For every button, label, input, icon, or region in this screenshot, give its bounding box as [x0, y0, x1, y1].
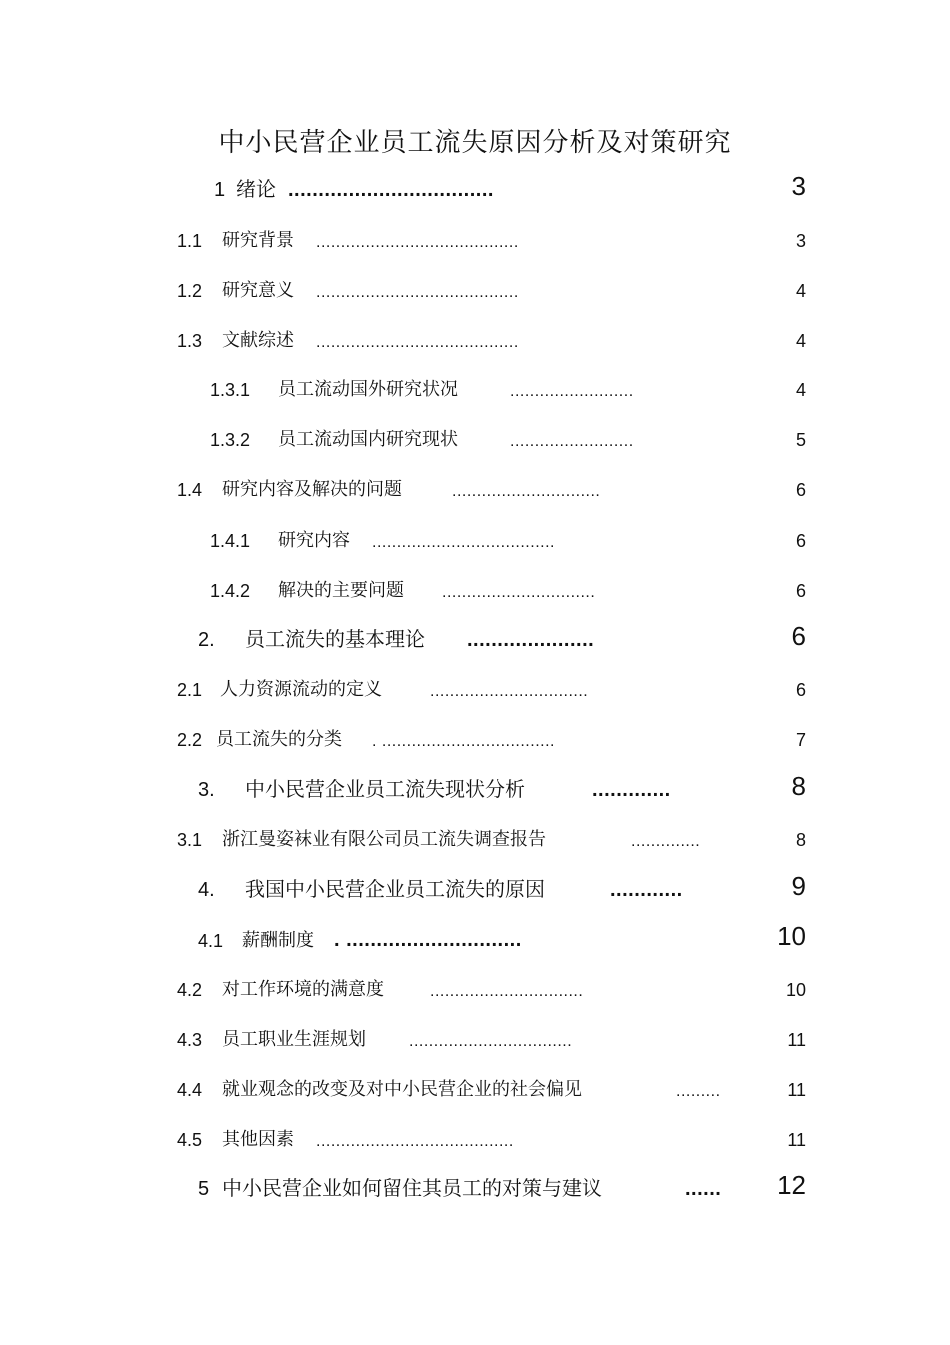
- toc-entry[interactable]: [0, 526, 950, 556]
- toc-entry[interactable]: [0, 276, 950, 306]
- toc-number: 1.4.1: [210, 531, 251, 551]
- toc-number: 2.: [198, 629, 215, 651]
- toc-leader-dots: .........................................: [316, 284, 519, 301]
- toc-leader-dots: .....................................: [372, 534, 555, 551]
- toc-label: 文献综述: [222, 330, 294, 351]
- document-title: 中小民营企业员工流失原因分析及对策研究: [218, 128, 732, 158]
- toc-entry[interactable]: [0, 1025, 950, 1055]
- toc-number: 4.4: [177, 1080, 203, 1100]
- toc-entry[interactable]: [0, 171, 950, 206]
- toc-page-number: 6: [791, 621, 806, 651]
- toc-number: 4.2: [177, 980, 203, 1000]
- toc-page-number: 4: [795, 281, 806, 301]
- toc-number: 4.5: [177, 1130, 203, 1150]
- toc-leader-dots: . ...................................: [372, 733, 555, 750]
- toc-page-number: 11: [787, 1130, 806, 1150]
- toc-page-number: 6: [795, 581, 806, 601]
- toc-leader-dots: .........................................: [316, 234, 519, 251]
- toc-entry[interactable]: [0, 1125, 950, 1155]
- toc-page-number: 6: [795, 680, 806, 700]
- toc-leader-dots: .........................: [510, 433, 634, 450]
- toc-label: 对工作环境的满意度: [222, 979, 384, 1000]
- toc-entry[interactable]: [0, 326, 950, 356]
- toc-label: 我国中小民营企业员工流失的原因: [245, 877, 545, 901]
- toc-number: 1.4.2: [210, 581, 251, 601]
- toc-leader-dots: ..................................: [288, 179, 494, 201]
- toc-label: 薪酬制度: [242, 930, 314, 951]
- toc-number: 3.1: [177, 830, 203, 850]
- toc-entry[interactable]: [0, 475, 950, 505]
- toc-entry[interactable]: [0, 375, 950, 405]
- toc-entry[interactable]: [0, 621, 950, 656]
- toc-leader-dots: . .............................: [334, 929, 522, 951]
- toc-label: 研究内容及解决的问题: [222, 479, 402, 500]
- toc-leader-dots: ............: [610, 879, 683, 901]
- toc-leader-dots: .........................................: [316, 334, 519, 351]
- toc-label: 员工流失的分类: [216, 729, 342, 750]
- toc-number: 1.4: [177, 480, 203, 500]
- toc-label: 解决的主要问题: [278, 580, 404, 601]
- toc-label: 中小民营企业员工流失现状分析: [245, 777, 525, 801]
- toc-page-number: 10: [777, 921, 806, 951]
- toc-page-number: 11: [787, 1030, 806, 1050]
- toc-page-number: 3: [791, 171, 806, 201]
- toc-number: 1.3.1: [210, 380, 251, 400]
- toc-entry[interactable]: [0, 226, 950, 256]
- toc-entry[interactable]: [0, 425, 950, 455]
- toc-leader-dots: ..............: [631, 833, 701, 850]
- toc-label: 人力资源流动的定义: [220, 679, 382, 700]
- toc-entry[interactable]: [0, 975, 950, 1005]
- toc-label: 研究意义: [222, 280, 294, 301]
- toc-entry[interactable]: [0, 921, 950, 956]
- toc-number: 1.1: [177, 231, 203, 251]
- toc-entry[interactable]: [0, 576, 950, 606]
- toc-number: 1.3.2: [210, 430, 251, 450]
- toc-leader-dots: .............: [592, 779, 671, 801]
- toc-label: 员工流动国内研究现状: [278, 429, 458, 450]
- toc-number: 3.: [198, 779, 215, 801]
- toc-leader-dots: .....................: [467, 629, 595, 651]
- toc-label: 绪论: [236, 177, 276, 201]
- toc-page-number: 12: [777, 1170, 806, 1200]
- toc-leader-dots: ................................: [430, 683, 589, 700]
- toc-label: 中小民营企业如何留住其员工的对策与建议: [222, 1176, 602, 1200]
- toc-number: 2.1: [177, 680, 203, 700]
- toc-label: 就业观念的改变及对中小民营企业的社会偏见: [222, 1079, 582, 1100]
- toc-label: 其他因素: [222, 1129, 294, 1150]
- toc-page-number: 6: [795, 531, 806, 551]
- toc-number: 1.3: [177, 331, 203, 351]
- toc-page-number: 3: [795, 231, 806, 251]
- toc-leader-dots: .........................: [510, 383, 634, 400]
- toc-leader-dots: .................................: [409, 1033, 573, 1050]
- toc-leader-dots: ..............................: [452, 483, 601, 500]
- toc-label: 研究背景: [222, 230, 294, 251]
- toc-leader-dots: .........: [676, 1083, 721, 1100]
- toc-number: 4.: [198, 879, 215, 901]
- toc-number: 5: [198, 1178, 210, 1200]
- toc-label: 员工流失的基本理论: [245, 627, 425, 651]
- toc-number: 2.2: [177, 730, 203, 750]
- toc-entry[interactable]: [0, 825, 950, 855]
- toc-label: 浙江曼姿袜业有限公司员工流失调查报告: [222, 829, 546, 850]
- toc-page-number: 11: [787, 1080, 806, 1100]
- toc-page-number: 10: [785, 980, 806, 1000]
- toc-number: 4.1: [198, 931, 224, 951]
- toc-entry[interactable]: [0, 725, 950, 755]
- toc-page-number: 7: [795, 730, 806, 750]
- toc-entry[interactable]: [0, 771, 950, 806]
- toc-label: 员工流动国外研究状况: [278, 379, 458, 400]
- toc-leader-dots: ......: [685, 1178, 722, 1200]
- toc-page-number: 6: [795, 480, 806, 500]
- toc-page-number: 4: [795, 380, 806, 400]
- toc-page-number: 9: [791, 871, 806, 901]
- toc-leader-dots: ........................................: [316, 1133, 514, 1150]
- toc-page-number: 8: [791, 771, 806, 801]
- toc-entry[interactable]: [0, 1170, 950, 1205]
- toc-entry[interactable]: [0, 1075, 950, 1105]
- toc-number: 1: [214, 179, 226, 201]
- toc-page-number: 4: [795, 331, 806, 351]
- toc-entry[interactable]: [0, 675, 950, 705]
- toc-page-number: 5: [795, 430, 806, 450]
- toc-number: 1.2: [177, 281, 203, 301]
- toc-number: 4.3: [177, 1030, 203, 1050]
- toc-label: 研究内容: [278, 530, 350, 551]
- toc-leader-dots: ...............................: [442, 584, 596, 601]
- toc-entry[interactable]: [0, 871, 950, 906]
- toc-leader-dots: ...............................: [430, 983, 584, 1000]
- toc-label: 员工职业生涯规划: [222, 1029, 366, 1050]
- toc-page-number: 8: [795, 830, 806, 850]
